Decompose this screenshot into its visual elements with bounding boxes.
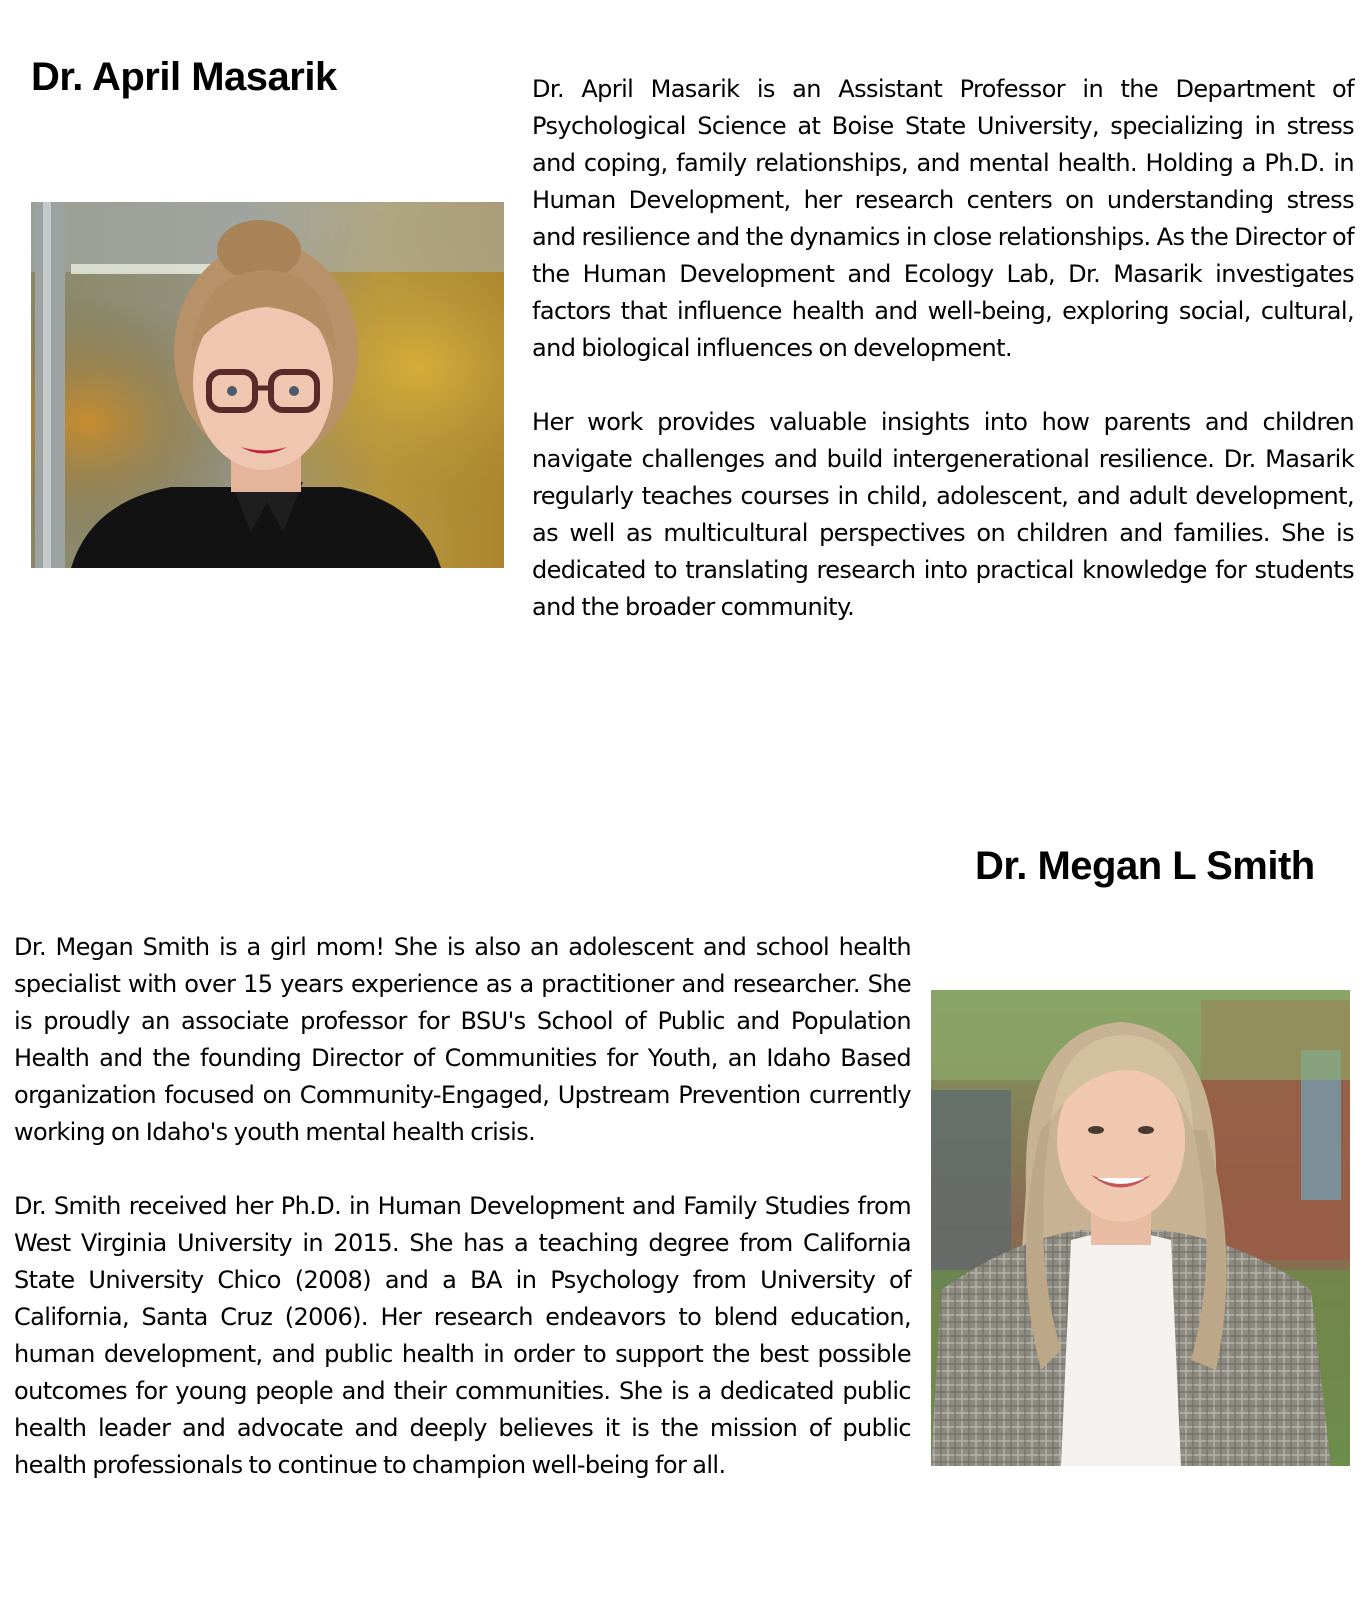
profile-bio-megan-smith: [14, 929, 911, 1484]
bio-paragraph: Dr. Smith received her Ph.D. in Human Development and Family Studies from West Virginia University in 2015. She has a teaching degree from California State University Chico (2008) and a BA in Psychology from University of California, Santa Cruz (2006). Her research endeavors to blend education, human development, and public health in order to support the best possible outcomes for young people and their communities. She is a dedicated public health leader and advocate and deeply believes it is the mission of public health professionals to continue to champion well-being for all.: [14, 1192, 911, 1479]
bio-paragraph: Dr. Megan Smith is a girl mom! She is also an adolescent and school health specialist with over 15 years experience as a practitioner and researcher. She is proudly an associate professor for BSU's School of Public and Population Health and the founding Director of Communities for Youth, an Idaho Based organization focused on Community-Engaged, Upstream Prevention currently working on Idaho's youth mental health crisis.: [14, 933, 911, 1146]
profile-photo-april-masarik: [31, 202, 504, 568]
bio-paragraph: Dr. April Masarik is an Assistant Professor in the Department of Psychological Science at Boise State University, specializing in stress and coping, family relationships, and mental health. Holding a Ph.D. in Human Development, her research centers on understanding stress and resilience and the dynamics in close relationships. As the Director of the Human Development and Ecology Lab, Dr. Masarik investigates factors that influence health and well-being, exploring social, cultural, and biological influences on development.: [532, 75, 1354, 362]
bio-paragraph: Her work provides valuable insights into how parents and children navigate challenges and build intergenerational resilience. Dr. Masarik regularly teaches courses in child, adolescent, and adult development, as well as multicultural perspectives on children and families. She is dedicated to translating research into practical knowledge for students and the broader community.: [532, 408, 1354, 621]
profile-photo-megan-smith: [931, 990, 1350, 1466]
profile-name-april-masarik: Dr. April Masarik: [31, 55, 337, 99]
profile-bio-april-masarik: [532, 71, 1354, 626]
profile-name-megan-smith: Dr. Megan L Smith: [975, 844, 1315, 888]
